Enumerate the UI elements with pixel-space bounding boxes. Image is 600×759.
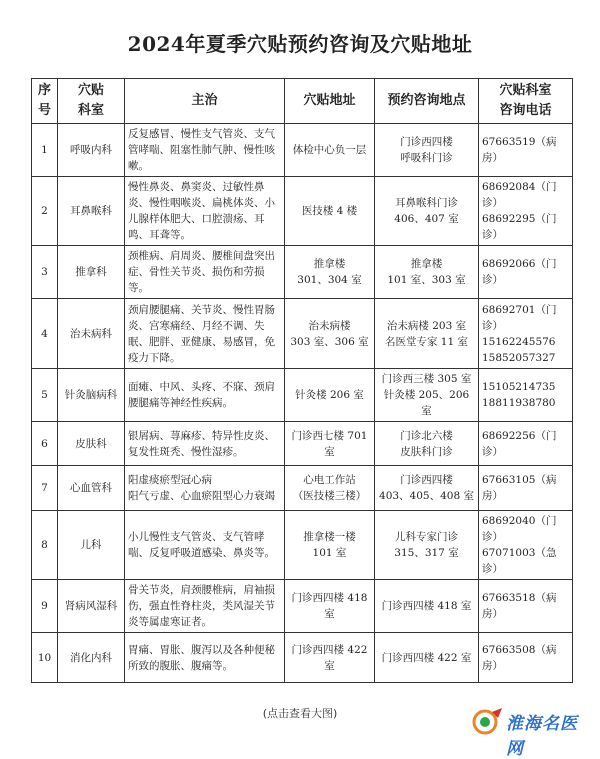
row-number: 4 [32,299,58,369]
consult-location-line: 呼吸科门诊 [400,152,453,164]
phone-number [479,124,573,177]
row-number: 6 [32,422,58,466]
patch-address-line: 治未病楼 [308,319,351,332]
patch-address [285,466,375,511]
consult-location-line: 推拿楼 [410,258,443,270]
department: 儿科 [58,511,125,580]
row-number: 9 [32,580,58,633]
indication: 银屑病、荨麻疹、特异性皮炎、复发性斑秃、慢性湿疹。 [125,422,285,466]
row-number: 1 [32,124,58,177]
phone-number [479,633,573,683]
patch-address-line: 针灸楼 206 室 [295,389,364,401]
consult-location [375,124,479,177]
patch-address [285,633,375,683]
indication: 面瘫、中风、头疼、不寐、颈肩腰腿痛等神经性疾病。 [125,369,285,422]
indication: 骨关节炎，肩颈腰椎病，肩袖损伤，强直性脊柱炎，类风湿关节炎等属虚寒证者。 [125,580,285,633]
consult-location-line: 403、405、408 室 [379,490,474,502]
table-row [32,580,573,633]
consult-location [375,633,479,683]
consult-location-line: 针灸楼 205、206 室 [383,389,470,417]
table-row [32,511,573,580]
department: 耳鼻喉科 [58,177,125,246]
table-row [32,466,573,511]
indication: 阳虚痰瘀型冠心病 阳气亏虚、心血瘀阻型心力衰竭 [125,466,285,511]
consult-location-line: 门诊西四楼 [400,136,453,148]
indication: 颈椎病、肩周炎、腰椎间盘突出症、骨性关节炎、损伤和劳损等。 [125,246,285,299]
indication: 胃痛、胃胀、腹泻以及各种便秘所致的腹胀、腹痛等。 [125,633,285,683]
consult-location-line: 门诊西四楼 422 室 [381,651,472,664]
logo-icon [472,706,506,736]
patch-address-line: 心电工作站 [303,474,356,486]
consult-location [375,299,479,369]
patch-address [285,124,375,177]
phone-number-line: 68692066（门诊） [482,258,557,286]
table-row [32,246,573,299]
patch-address [285,369,375,422]
department: 心血管科 [58,466,125,511]
patch-address-line: 门诊西四楼 422 室 [291,643,368,672]
patch-address-line: 门诊西七楼 701 室 [291,429,368,458]
phone-number [479,511,573,580]
indication: 慢性鼻炎、鼻窦炎、过敏性鼻炎、慢性咽喉炎、扁桃体炎、小儿腺样体肥大、口腔溃疡、耳鸣、耳聋等。 [125,177,285,246]
consult-location-line: 皮肤科门诊 [400,445,453,458]
consult-location [375,466,479,511]
phone-number-line: 68692295（门诊） [482,213,557,241]
consult-location-line: 耳鼻喉科门诊 [395,197,458,209]
department: 推拿科 [58,246,125,299]
patch-address-line: 303 室、306 室 [290,335,369,348]
consult-location-line: 门诊西四楼 418 室 [381,600,472,612]
patch-address [285,580,375,633]
patch-address [285,246,375,299]
phone-number-line: 68692084（门诊） [482,181,557,209]
patch-address-line: 推拿楼一楼 [303,531,356,543]
row-number: 8 [32,511,58,580]
phone-number [479,466,573,511]
phone-number-line: 67663518（病房） [482,592,557,620]
department: 肾病风湿科 [58,580,125,633]
schedule-table [31,78,573,683]
consult-location [375,511,479,580]
watermark-logo [472,706,592,759]
phone-number [479,246,573,299]
header-seq: 序 号 [32,79,58,124]
watermark-text: 淮海名医网 [506,714,578,759]
department: 治未病科 [58,299,125,369]
patch-address-line: （医技楼三楼） [292,490,367,502]
patch-address-line: 推拿楼 [313,258,346,270]
patch-address [285,299,375,369]
phone-number-line: 18811938780 [482,397,556,409]
patch-address [285,177,375,246]
header-address: 穴贴地址 [285,79,375,124]
row-number: 10 [32,633,58,683]
consult-location [375,177,479,246]
phone-number-line: 67663519（病房） [482,136,557,164]
indication: 反复感冒、慢性支气管炎、支气管哮喘、阻塞性肺气肿、慢性咳嗽。 [125,124,285,177]
page-title: 2024年夏季穴贴预约咨询及穴贴地址 [127,32,473,56]
row-number: 2 [32,177,58,246]
table-row [32,299,573,369]
consult-location [375,580,479,633]
department: 消化内科 [58,633,125,683]
consult-location-line: 门诊北六楼 [400,429,453,442]
phone-number-line: 15852057327 [482,351,556,364]
table-row [32,124,573,177]
phone-number-line: 68692701（门诊） [482,303,557,332]
row-number: 3 [32,246,58,299]
table-row [32,177,573,246]
patch-address-line: 101 室 [312,547,347,559]
consult-location-line: 门诊西三楼 305 室 [381,373,472,385]
row-number: 5 [32,369,58,422]
table-row [32,633,573,683]
patch-address-line: 体检中心负一层 [292,144,367,156]
phone-number [479,299,573,369]
phone-number [479,369,573,422]
indication: 颈肩腰腿痛、关节炎、慢性胃肠炎、宫寒痛经、月经不调、失眠、肥胖、亚健康、易感冒，免疫力下降。 [125,299,285,369]
department: 皮肤科 [58,422,125,466]
consult-location [375,369,479,422]
consult-location [375,422,479,466]
header-consult: 预约咨询地点 [375,79,479,124]
consult-location-line: 101 室、303 室 [387,274,466,286]
consult-location-line: 门诊西四楼 [400,474,453,486]
patch-address-line: 301、304 室 [297,274,362,286]
phone-number-line: 67663105（病房） [482,474,557,502]
phone-number-line: 68692040（门诊） [482,515,557,543]
phone-number [479,422,573,466]
indication: 小儿慢性支气管炎、支气管哮喘、反复呼吸道感染、鼻炎等。 [125,511,285,580]
header-phone: 穴贴科室 咨询电话 [479,79,573,124]
phone-number-line: 68692256（门诊） [482,429,557,458]
table-header-row [32,79,573,124]
phone-number-line: 15105214735 [482,381,556,393]
department: 呼吸内科 [58,124,125,177]
phone-number-line: 67071003（急诊） [482,547,557,575]
consult-location-line: 406、407 室 [394,213,459,225]
phone-number [479,580,573,633]
phone-number-line: 67663508（病房） [482,643,557,672]
consult-location-line: 名医堂专家 11 室 [384,335,469,348]
view-large-image-link[interactable]: (点击查看大图) [262,707,338,720]
consult-location-line: 儿科专家门诊 [395,531,458,543]
patch-address-line: 医技楼 4 楼 [301,205,358,217]
table-row [32,369,573,422]
phone-number-line: 15162245576 [482,335,556,348]
table-row [32,422,573,466]
department: 针灸脑病科 [58,369,125,422]
patch-address [285,422,375,466]
row-number: 7 [32,466,58,511]
consult-location-line: 315、317 室 [394,547,459,559]
header-dept: 穴贴 科室 [58,79,125,124]
consult-location-line: 治未病楼 203 室 [386,319,467,332]
consult-location [375,246,479,299]
patch-address-line: 门诊西四楼 418 室 [291,592,368,620]
header-indication: 主治 [125,79,285,124]
phone-number [479,177,573,246]
patch-address [285,511,375,580]
